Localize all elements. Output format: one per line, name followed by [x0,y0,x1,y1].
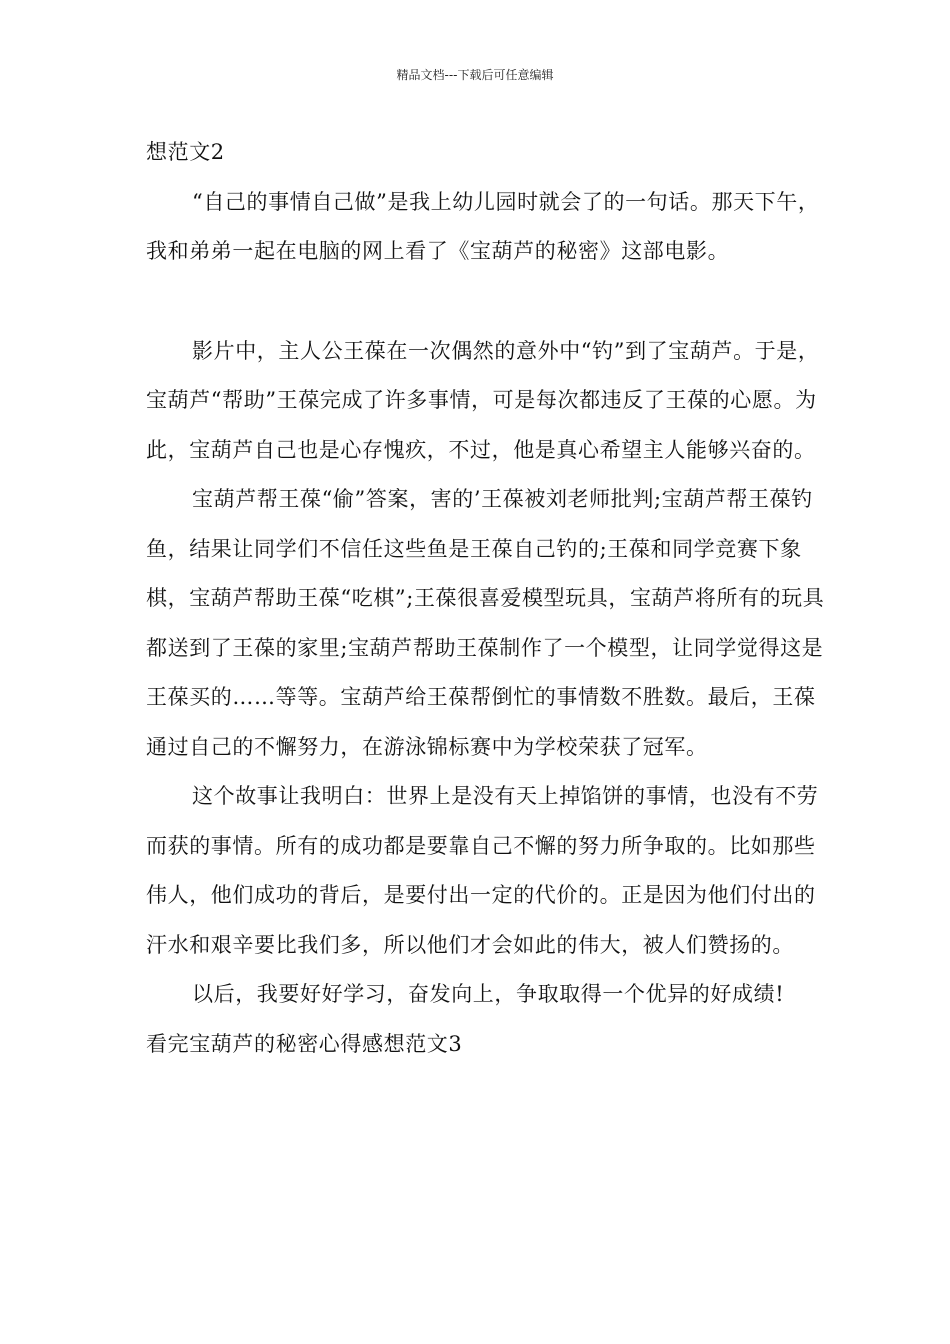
paragraph-1: “自己的事情自己做”是我上幼儿园时就会了的一句话。那天下午，我和弟弟一起在电脑的网上看了《宝葫芦的秘密》这部电影。 [146,189,820,263]
paragraph-2: 影片中，主人公王葆在一次偶然的意外中“钓”到了宝葫芦。于是，宝葫芦“帮助”王葆完成了许多事情，可是每次都违反了王葆的心愿。为此，宝葫芦自己也是心存愧疚，不过，他是真心希望主人能够兴奋的。 [146,338,820,462]
paragraph-5: 以后，我要好好学习，奋发向上，争取取得一个优异的好成绩! [192,982,785,1006]
section-title-fragment: 想范文2 [146,140,225,164]
paragraph-4: 这个故事让我明白：世界上是没有天上掉馅饼的事情，也没有不劳而获的事情。所有的成功都是要靠自己不懈的努力所争取的。比如那些伟人，他们成功的背后，是要付出一定的代价的。正是因为他们付出的汗水和艰辛要比我们多，所以他们才会如此的伟大，被人们赞扬的。 [146,784,819,957]
page-header: 精品文档---下载后可任意编辑 [396,68,554,82]
paragraph-spacer [146,277,826,327]
paragraph-3: 宝葫芦帮王葆“偷”答案，害的’王葆被刘老师批判;宝葫芦帮王葆钓鱼，结果让同学们不信任这些鱼是王葆自己钓的;王葆和同学竞赛下象棋，宝葫芦帮助王葆“吃棋”;王葆很喜爱模型玩具，宝葫芦将所有的玩具都送到了王葆的家里;宝葫芦帮助王葆制作了一个模型，让同学觉得这是王葆买的……等等。宝葫芦给王葆帮倒忙的事情数不胜数。最后，王葆通过自己的不懈努力，在游泳锦标赛中为学校荣获了冠军。 [146,487,825,759]
document-body [146,128,826,1069]
next-section-title: 看完宝葫芦的秘密心得感想范文3 [146,1031,463,1056]
